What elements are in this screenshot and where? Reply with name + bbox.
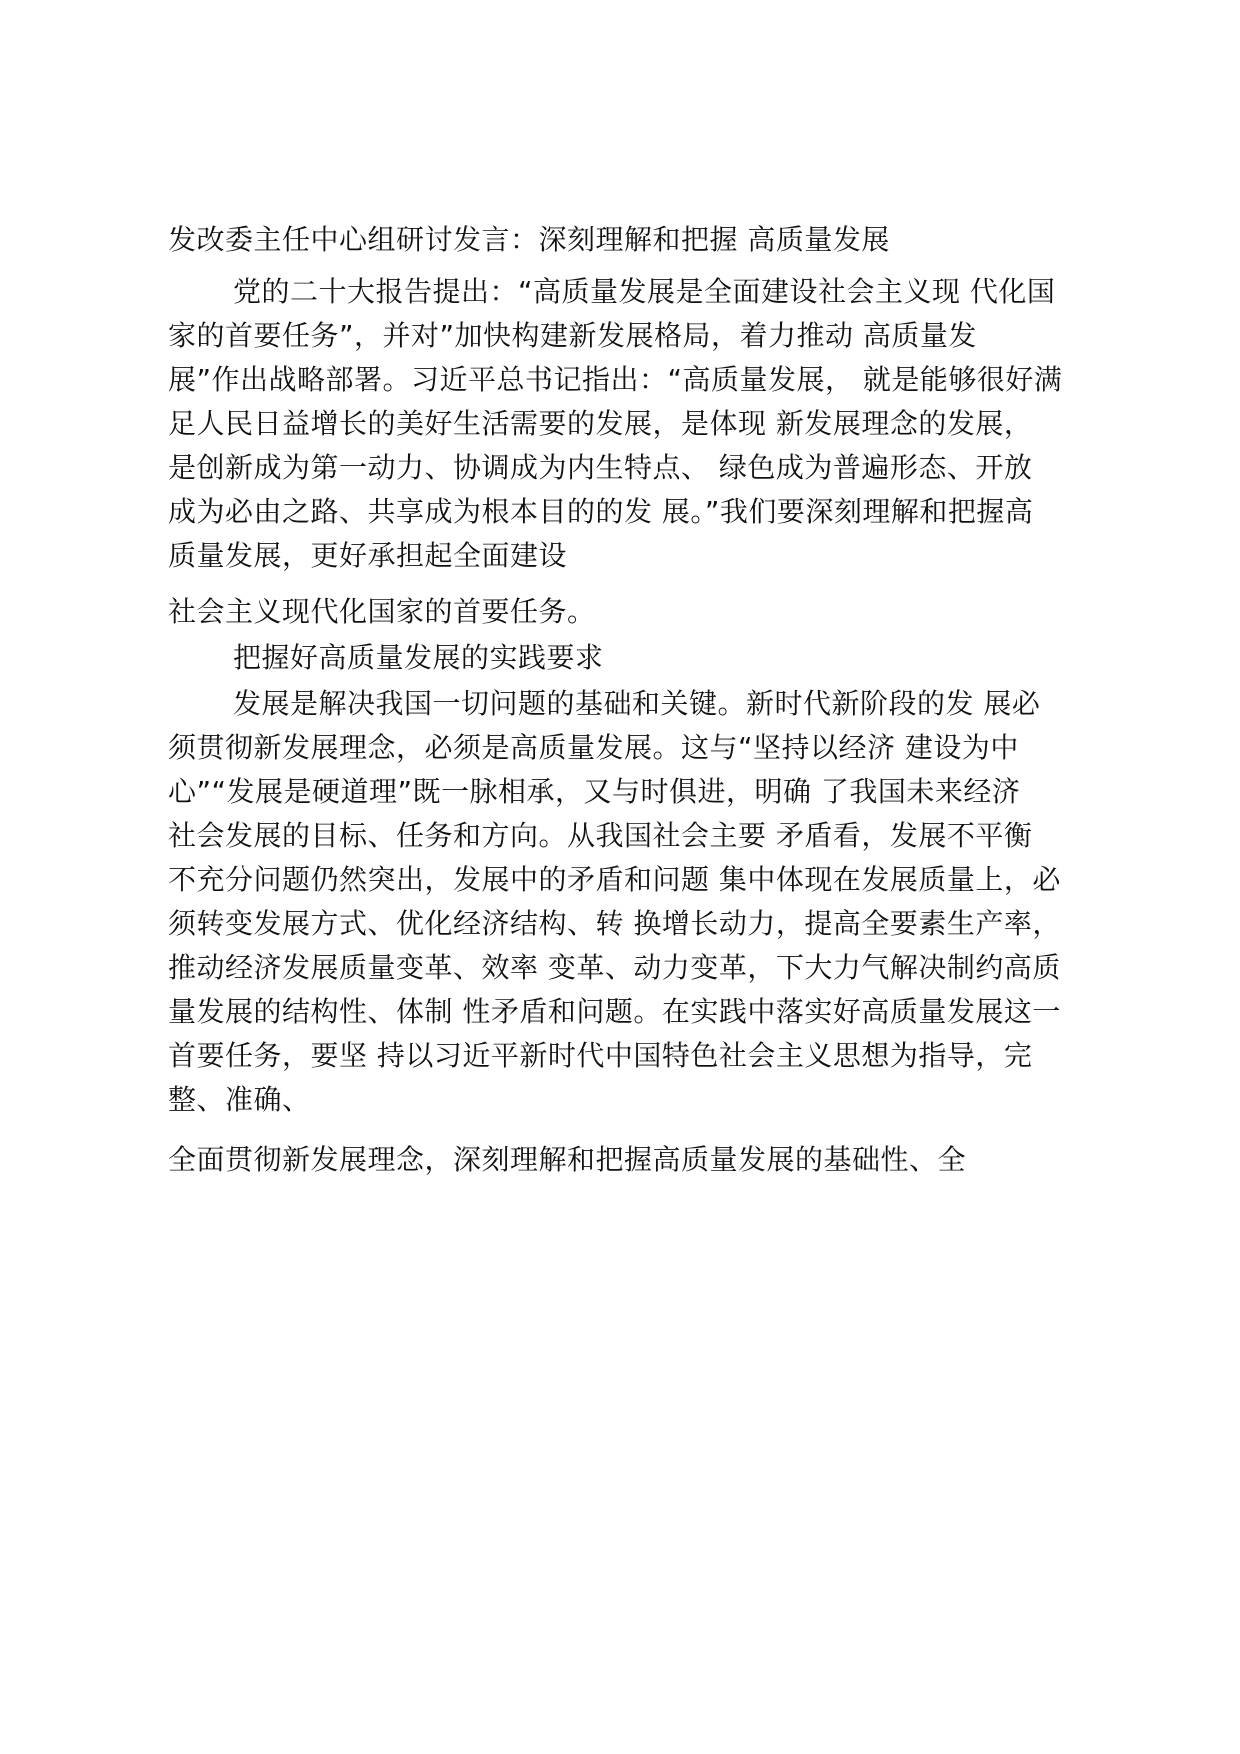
continuation-line-2: 全面贯彻新发展理念，深刻理解和把握高质量发展的基础性、全 xyxy=(168,1143,967,1176)
paragraph-1-line-7: 质量发展，更好承担起全面建设 xyxy=(168,539,568,572)
paragraph-2-line-8: 量发展的结构性、体制 性矛盾和问题。在实践中落实好高质量发展这一 xyxy=(168,995,1061,1028)
paragraph-1-line-6: 成为必由之路、共享成为根本目的的发 展。”我们要深刻理解和把握高 xyxy=(168,495,1034,528)
paragraph-2-line-5: 不充分问题仍然突出，发展中的矛盾和问题 集中体现在发展质量上，必 xyxy=(168,863,1061,896)
paragraph-2-line-9: 首要任务，要坚 持以习近平新时代中国特色社会主义思想为指导，完 xyxy=(168,1039,1033,1072)
paragraph-2-line-1: 发展是解决我国一切问题的基础和关键。新时代新阶段的发 展必 xyxy=(233,687,1041,720)
continuation-line-1: 社会主义现代化国家的首要任务。 xyxy=(168,595,596,628)
paragraph-1-line-1: 党的二十大报告提出：“高质量发展是全面建设社会主义现 代化国 xyxy=(233,275,1056,308)
paragraph-2-line-7: 推动经济发展质量变革、效率 变革、动力变革，下大力气解决制约高质 xyxy=(168,951,1061,984)
paragraph-2-line-3: 心”“发展是硬道理”既一脉相承，又与时俱进，明确 了我国未来经济 xyxy=(168,775,1021,808)
document-title: 发改委主任中心组研讨发言：深刻理解和把握 高质量发展 xyxy=(168,223,890,256)
paragraph-2-line-10: 整、准确、 xyxy=(168,1083,311,1116)
section-heading: 把握好高质量发展的实践要求 xyxy=(233,641,604,674)
paragraph-2-line-2: 须贯彻新发展理念，必须是高质量发展。这与“坚持以经济 建设为中 xyxy=(168,731,1019,764)
paragraph-1-line-2: 家的首要任务”，并对”加快构建新发展格局，着力推动 高质量发 xyxy=(168,319,977,352)
paragraph-1-line-5: 是创新成为第一动力、协调成为内生特点、 绿色成为普遍形态、开放 xyxy=(168,451,1033,484)
paragraph-1-line-4: 足人民日益增长的美好生活需要的发展，是体现 新发展理念的发展， xyxy=(168,407,1033,440)
paragraph-2-line-4: 社会发展的目标、任务和方向。从我国社会主要 矛盾看，发展不平衡 xyxy=(168,819,1033,852)
paragraph-1-line-3: 展”作出战略部署。习近平总书记指出：“高质量发展， 就是能够很好满 xyxy=(168,363,1063,396)
paragraph-2-line-6: 须转变发展方式、优化经济结构、转 换增长动力，提高全要素生产率， xyxy=(168,907,1061,940)
